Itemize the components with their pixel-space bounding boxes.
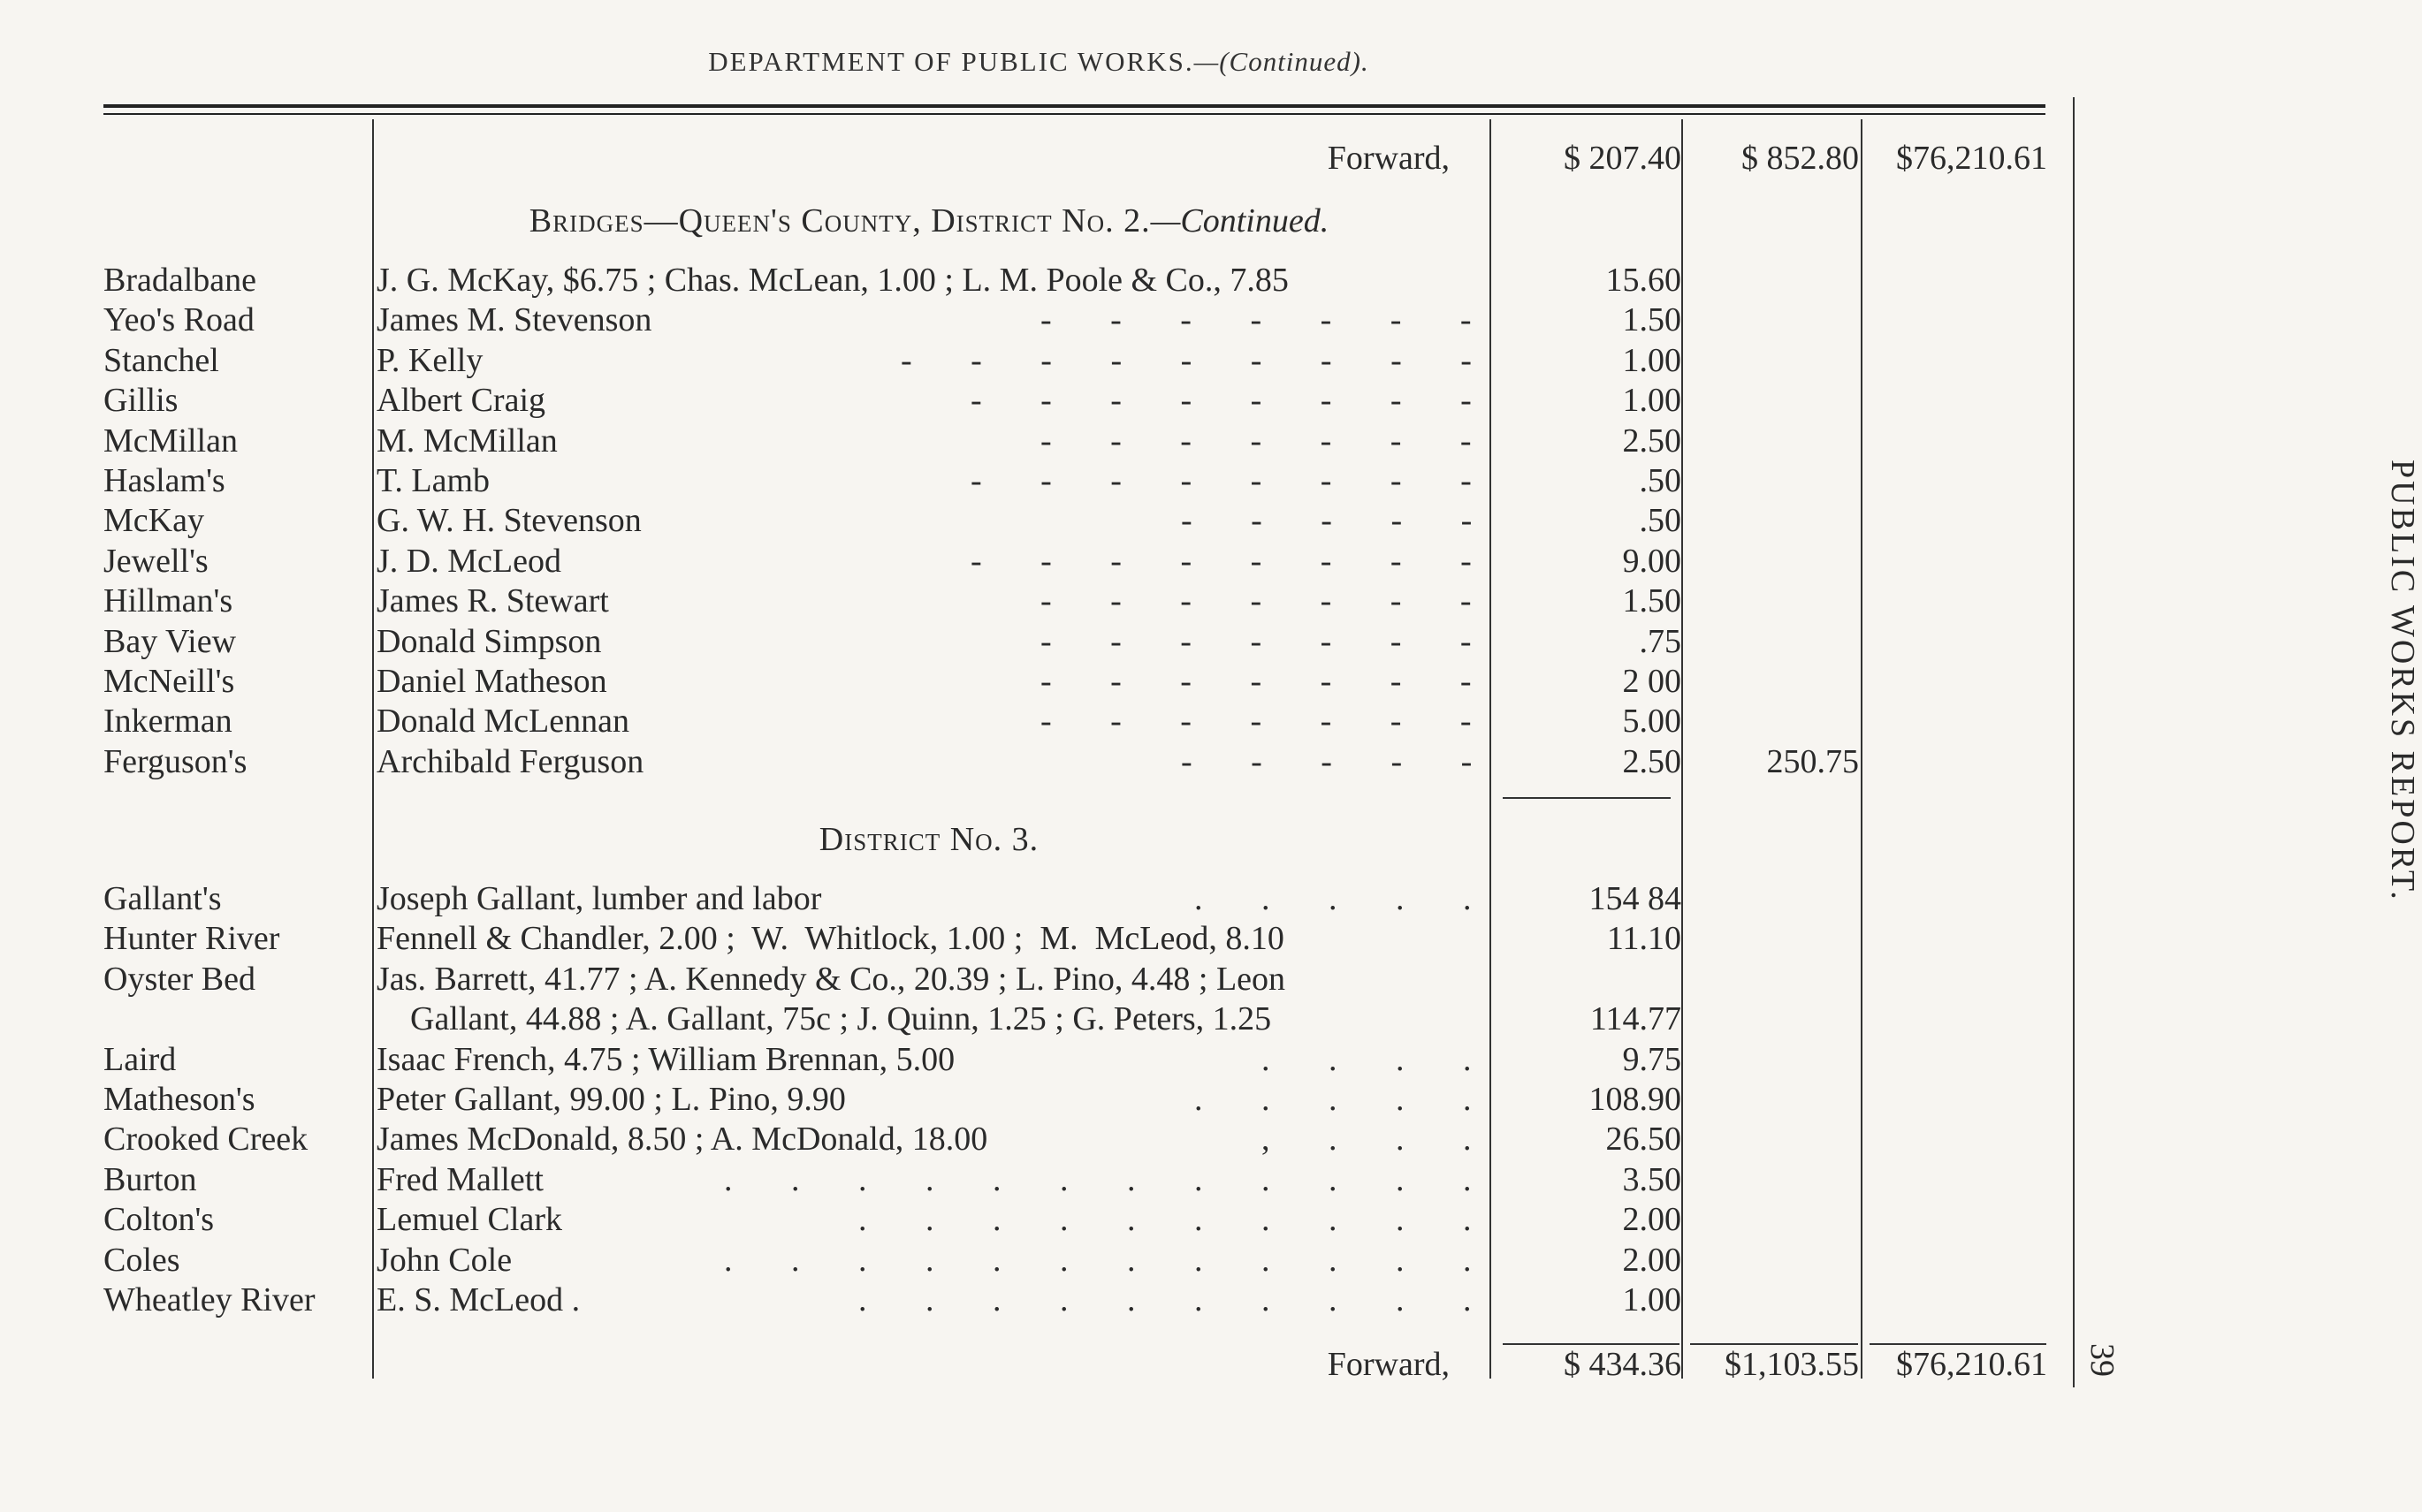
location-cell: Hunter River xyxy=(103,920,280,958)
table-row xyxy=(0,702,2077,741)
forward-subtotal: $1,103.55 xyxy=(1725,1346,1859,1383)
table-row xyxy=(0,999,2077,1038)
leader-dots: . . . . . xyxy=(1194,880,1472,917)
side-title: PUBLIC WORKS REPORT. xyxy=(2384,460,2421,902)
location-cell: Wheatley River xyxy=(103,1281,316,1318)
table-row xyxy=(0,422,2077,460)
table-row xyxy=(0,341,2077,380)
payee-cell: Donald McLennan xyxy=(377,703,629,741)
amount-cell: 1.00 xyxy=(1622,341,1681,379)
payee-cell: P. Kelly xyxy=(377,341,484,379)
amount-cell: .75 xyxy=(1639,622,1681,660)
leader-dots: - - - - - - - xyxy=(1040,422,1472,460)
location-cell: McNeill's xyxy=(103,663,235,700)
table-row xyxy=(0,622,2077,661)
amount-cell: 2.00 xyxy=(1622,1241,1681,1279)
leader-dots: - - - - - - - xyxy=(1040,301,1472,339)
payee-cell: Daniel Matheson xyxy=(377,663,607,700)
header-continued: —(Continued). xyxy=(1193,46,1369,77)
location-cell: Stanchel xyxy=(103,341,219,379)
amount-cell: .50 xyxy=(1639,502,1681,540)
payee-cell: T. Lamb xyxy=(377,462,491,499)
location-cell: McMillan xyxy=(103,422,238,460)
header-rule-thin xyxy=(103,113,2045,115)
amount-cell: 1.00 xyxy=(1622,1281,1681,1318)
payee-cell: J. G. McKay, $6.75 ; Chas. McLean, 1.00 ; L. M. Poole & Co., 7.85 xyxy=(377,262,1289,299)
amount-cell: 2 00 xyxy=(1622,663,1681,700)
table-row xyxy=(0,261,2077,300)
forward-total: $76,210.61 xyxy=(1896,140,2047,177)
page-number: 39 xyxy=(2083,1343,2121,1377)
forward-label: Forward, xyxy=(1327,1346,1450,1383)
page-header xyxy=(0,46,2077,78)
location-cell: Oyster Bed xyxy=(103,960,256,998)
payee-cell: Archibald Ferguson xyxy=(377,742,644,780)
payee-cell: J. D. McLeod xyxy=(377,542,561,580)
leader-dots: . . . . . xyxy=(1194,1081,1472,1118)
payee-cell: Lemuel Clark xyxy=(377,1201,562,1239)
table-row xyxy=(0,919,2077,958)
header-title: DEPARTMENT OF PUBLIC WORKS. xyxy=(708,46,1194,77)
payee-cell: Isaac French, 4.75 ; William Brennan, 5.00 xyxy=(377,1040,956,1078)
leader-dots: - - - - - - - xyxy=(1040,663,1472,700)
amount-cell: 154 84 xyxy=(1588,880,1681,917)
amount-cell: 108.90 xyxy=(1588,1081,1681,1118)
table-row xyxy=(0,1040,2077,1079)
location-cell: Haslam's xyxy=(103,462,225,499)
payee-cell: E. S. McLeod . xyxy=(377,1281,581,1318)
payee-cell: Fred Mallett xyxy=(377,1160,544,1198)
table-row xyxy=(0,461,2077,500)
section-heading-district-3 xyxy=(0,820,2077,859)
leader-dots: - - - - - - - - xyxy=(971,382,1472,420)
section-continued: —Continued. xyxy=(1150,202,1329,239)
leader-dots: - - - - - xyxy=(1181,742,1473,780)
table-row xyxy=(0,879,2077,918)
amount-cell: 1.50 xyxy=(1622,301,1681,339)
amount-cell: 11.10 xyxy=(1606,920,1681,958)
location-cell: Ferguson's xyxy=(103,742,248,780)
amount-cell: 1.00 xyxy=(1622,382,1681,420)
location-cell: Gallant's xyxy=(103,880,222,917)
leader-dots: - - - - - - - xyxy=(1040,622,1472,660)
location-cell: Inkerman xyxy=(103,703,232,741)
payee-cell: Gallant, 44.88 ; A. Gallant, 75c ; J. Quinn, 1.25 ; G. Peters, 1.25 xyxy=(377,1000,1272,1038)
location-cell: Colton's xyxy=(103,1201,215,1239)
payee-cell: Jas. Barrett, 41.77 ; A. Kennedy & Co., 20.39 ; L. Pino, 4.48 ; Leon xyxy=(377,960,1286,998)
amount-cell: 114.77 xyxy=(1589,1000,1681,1038)
table-row xyxy=(0,742,2077,781)
header-rule-thick xyxy=(103,104,2045,108)
subtotal-cell: 250.75 xyxy=(1766,742,1859,780)
forward-row-top xyxy=(0,139,2077,178)
location-cell: Matheson's xyxy=(103,1081,255,1118)
amount-cell: 3.50 xyxy=(1622,1160,1681,1198)
amount-cell: 26.50 xyxy=(1605,1121,1681,1159)
leader-dots: - - - - - - - xyxy=(1040,703,1472,741)
table-row xyxy=(0,542,2077,581)
leader-dots: . . . . . . . . . . xyxy=(858,1281,1472,1318)
location-cell: Bay View xyxy=(103,622,237,660)
payee-cell: Albert Craig xyxy=(377,382,546,420)
payee-cell: James R. Stewart xyxy=(377,582,609,620)
forward-subtotal: $ 852.80 xyxy=(1741,140,1859,177)
location-cell: Crooked Creek xyxy=(103,1121,308,1159)
section-heading-district-2 xyxy=(0,201,2077,240)
table-row xyxy=(0,1241,2077,1280)
subtotal-rule xyxy=(1503,797,1671,799)
location-cell: McKay xyxy=(103,502,204,540)
table-row xyxy=(0,662,2077,701)
table-row xyxy=(0,960,2077,999)
payee-cell: James McDonald, 8.50 ; A. McDonald, 18.00 xyxy=(377,1121,988,1159)
table-row xyxy=(0,381,2077,420)
leader-dots: . . . . . . . . . . xyxy=(858,1201,1472,1239)
leader-dots: . . . . . . . . . . . . xyxy=(724,1241,1472,1279)
forward-label: Forward, xyxy=(1327,140,1450,177)
amount-cell: 15.60 xyxy=(1605,262,1681,299)
forward-row-bottom xyxy=(0,1345,2077,1384)
table-row xyxy=(0,581,2077,620)
amount-cell: .50 xyxy=(1639,462,1681,499)
leader-dots: - - - - - - - - xyxy=(971,462,1472,499)
leader-dots: , . . . xyxy=(1261,1121,1472,1159)
payee-cell: Fennell & Chandler, 2.00 ; W. Whitlock, 1.00 ; M. McLeod, 8.10 xyxy=(377,920,1284,958)
location-cell: Burton xyxy=(103,1160,197,1198)
table-row xyxy=(0,1120,2077,1159)
location-cell: Gillis xyxy=(103,382,179,420)
leader-dots: . . . . xyxy=(1261,1040,1472,1078)
section-title: Bridges—Queen's County, District No. 2. xyxy=(529,202,1151,239)
location-cell: Bradalbane xyxy=(103,262,257,299)
leader-dots: - - - - - - - - xyxy=(971,542,1472,580)
forward-total: $76,210.61 xyxy=(1896,1346,2047,1383)
location-cell: Yeo's Road xyxy=(103,301,255,339)
payee-cell: James M. Stevenson xyxy=(377,301,652,339)
payee-cell: Joseph Gallant, lumber and labor xyxy=(377,880,822,917)
table-row xyxy=(0,501,2077,540)
table-row xyxy=(0,1160,2077,1199)
payee-cell: M. McMillan xyxy=(377,422,558,460)
payee-cell: Peter Gallant, 99.00 ; L. Pino, 9.90 xyxy=(377,1081,846,1118)
table-row xyxy=(0,1200,2077,1239)
amount-cell: 2.50 xyxy=(1622,742,1681,780)
payee-cell: John Cole xyxy=(377,1241,513,1279)
leader-dots: - - - - - xyxy=(1181,502,1473,540)
amount-cell: 1.50 xyxy=(1622,582,1681,620)
amount-cell: 2.50 xyxy=(1622,422,1681,460)
forward-amount: $ 434.36 xyxy=(1564,1346,1681,1383)
location-cell: Jewell's xyxy=(103,542,209,580)
payee-cell: Donald Simpson xyxy=(377,622,602,660)
leader-dots: - - - - - - - - - xyxy=(901,341,1472,379)
amount-cell: 5.00 xyxy=(1622,703,1681,741)
table-row xyxy=(0,1080,2077,1119)
payee-cell: G. W. H. Stevenson xyxy=(377,502,642,540)
location-cell: Hillman's xyxy=(103,582,233,620)
amount-cell: 9.00 xyxy=(1622,542,1681,580)
table-row xyxy=(0,1280,2077,1319)
table-row xyxy=(0,300,2077,339)
amount-cell: 2.00 xyxy=(1622,1201,1681,1239)
location-cell: Coles xyxy=(103,1241,180,1279)
forward-amount: $ 207.40 xyxy=(1564,140,1681,177)
leader-dots: - - - - - - - xyxy=(1040,582,1472,620)
amount-cell: 9.75 xyxy=(1622,1040,1681,1078)
section-title: District No. 3. xyxy=(819,821,1040,858)
location-cell: Laird xyxy=(103,1040,177,1078)
leader-dots: . . . . . . . . . . . . xyxy=(724,1160,1472,1198)
